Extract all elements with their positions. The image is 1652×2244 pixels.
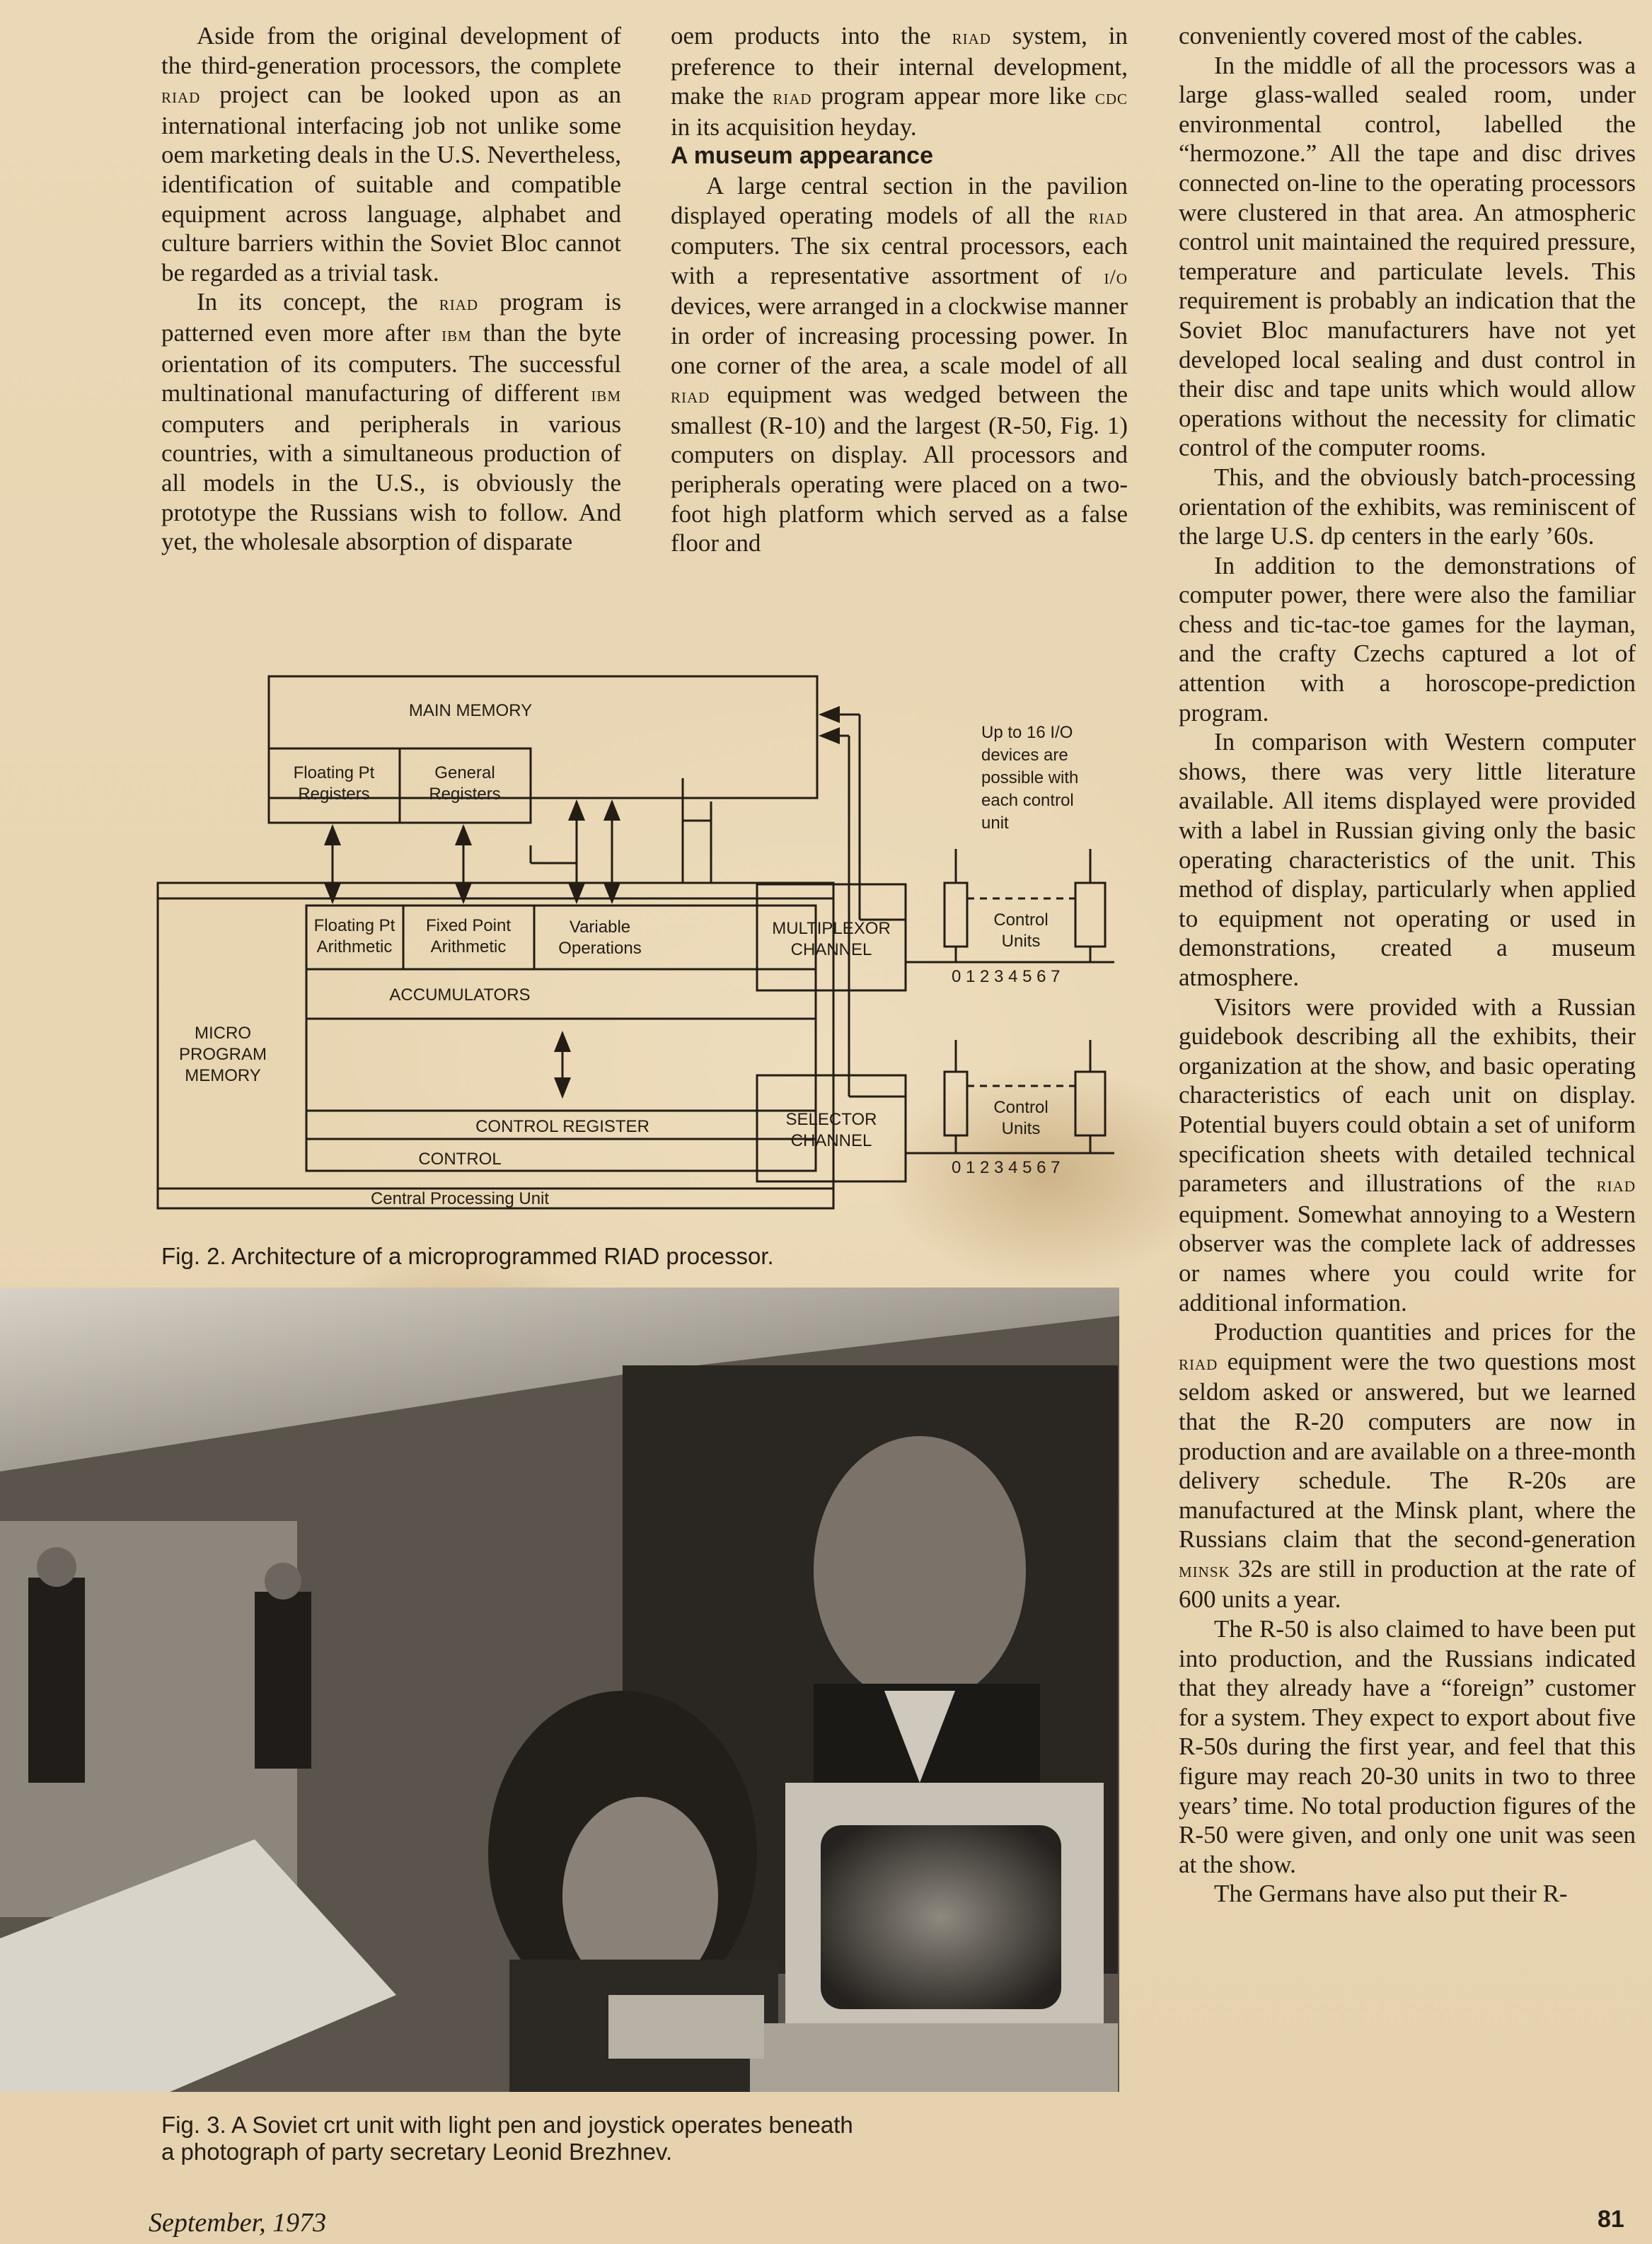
io-note-line-4: each control	[981, 791, 1074, 810]
micro-label-2: PROGRAM	[178, 1045, 267, 1064]
control-unit-b	[1075, 883, 1105, 947]
cpu-label: Central Processing Unit	[370, 1189, 550, 1208]
paragraph: In addition to the demonstrations of computer power, there were also the familiar chess and tic-tac-toe games for the layman, and the crafty Czechs captured a lot of attention with a horoscope-prediction program.	[1179, 551, 1636, 727]
fig2-caption: Fig. 2. Architecture of a microprogrammed RIAD processor.	[161, 1243, 774, 1269]
fp-registers-label-2: Registers	[298, 785, 370, 804]
fp-arith-label-1: Floating Pt	[313, 916, 395, 935]
control-unit-c	[945, 1072, 967, 1135]
accumulators-label: ACCUMULATORS	[389, 985, 531, 1005]
main-memory-label: MAIN MEMORY	[408, 701, 533, 720]
paragraph: In its concept, the riad program is patterned even more after ibm than the byte orientation of its computers. The successful multinational manufacturing of different ibm computers and peripherals in various countries, with a simultaneous production of all models in the U.S., is obviously the prototype the Russians wish to follow. And yet, the wholesale absorption of disparate	[161, 288, 622, 556]
fig3-caption	[161, 2112, 1152, 2165]
control-label: CONTROL	[418, 1150, 502, 1169]
paragraph: The Germans have also put their R-	[1214, 1880, 1568, 1908]
paragraph: A large central section in the pavilion displayed operating models of all the riad computers. The six central processors, each with a representative assortment of i/o devices, were arranged in a clockwise manner in order of increasing processing power. In one corner of the area, a scale model of all riad equipment was wedged between the smallest (R-10) and the largest (R-50, Fig. 1) computers on display. All processors and peripherals operating were placed on a two-foot high platform which served as a false floor and	[671, 171, 1128, 557]
paragraph: Production quantities and prices for the riad equipment were the two questions most seldom asked or answered, but we learned that the R-20 computers are now in production and are available on a three-month delivery schedule. The R-20s are manufactured at the Minsk plant, where the Russians claim that the second-generation minsk 32s are still in production at the rate of 600 units a year.	[1179, 1318, 1636, 1614]
var-ops-label-1: Variable	[569, 918, 631, 937]
paragraph: In the middle of all the processors was a large glass-walled sealed room, under environmental control, labelled the “hermozone.” All the tape and disc drives connected on-line to the operating processors were clustered in that area. An atmospheric control unit maintained the required pressure, temperature and particulate levels. This requirement is probably an indication that the Soviet Bloc manufacturers have not yet developed local sealing and dust control in their disc and tape units which would allow operations without the necessity for climatic control of the computer rooms.	[1179, 51, 1636, 462]
micro-label-1: MICRO	[195, 1024, 251, 1043]
text-column-3	[1179, 21, 1636, 1909]
riad-architecture-diagram	[152, 672, 1118, 1217]
control-units-label-1b: Control	[993, 1098, 1049, 1117]
selector-label-2: CHANNEL	[790, 1131, 872, 1150]
var-ops-label-2: Operations	[558, 939, 642, 958]
fp-arith-label-2: Arithmetic	[316, 937, 393, 956]
paragraph: In comparison with Western computer shows, there was very little literature available. All items displayed were provided with a label in Russian giving only the basic operating characteristics of the unit. This method of display, particularly when applied to equipment not operating or used in demonstrations, created a museum atmosphere.	[1179, 728, 1636, 991]
fig3-caption-line-1: Fig. 3. A Soviet crt unit with light pen and joystick operates beneath	[161, 2112, 853, 2138]
io-note-line-2: devices are	[981, 746, 1068, 765]
fig3-photograph	[0, 1288, 1119, 2092]
paragraph: Aside from the original development of the third-generation processors, the complete riad project can be looked upon as an international interfacing job not unlike some oem marketing deals in the U.S. Nevertheless, identification of suitable and compatible equipment across language, alphabet and culture barriers within the Soviet Bloc cannot be regarded as a trivial task.	[161, 22, 621, 287]
paragraph: conveniently covered most of the cables.	[1179, 22, 1583, 50]
gen-registers-label-2: Registers	[429, 785, 501, 804]
gen-registers-label-1: General	[434, 763, 495, 782]
control-units-label-2b: Units	[1001, 1119, 1041, 1138]
control-register-label: CONTROL REGISTER	[475, 1117, 649, 1136]
fixed-arith-label-1: Fixed Point	[425, 916, 512, 935]
page-number: 81	[1598, 2206, 1624, 2233]
mux-port-numbers: 0 1 2 3 4 5 6 7	[952, 967, 1061, 986]
control-units-label-1a: Control	[993, 910, 1049, 930]
issue-date: September, 1973	[149, 2208, 327, 2238]
multiplexor-label-2: CHANNEL	[790, 940, 872, 959]
control-units-label-2a: Units	[1001, 932, 1041, 951]
fig3-caption-line-2: a photograph of party secretary Leonid Brezhnev.	[161, 2139, 673, 2165]
paragraph: This, and the obviously batch-processing orientation of the exhibits, was reminiscent of the large U.S. dp centers in the early ’60s.	[1179, 463, 1636, 550]
multiplexor-label-1: MULTIPLEXOR	[772, 919, 891, 938]
section-subhead: A museum appearance	[671, 142, 933, 170]
fixed-arith-label-2: Arithmetic	[430, 937, 507, 956]
io-note-line-3: possible with	[981, 768, 1079, 787]
text-column-1	[161, 21, 621, 557]
paragraph: oem products into the riad system, in preference to their internal development, make the riad program appear more like cdc in its acquisition heyday.	[671, 22, 1128, 141]
paragraph: The R-50 is also claimed to have been put into production, and the Russians indicated that they already have a “foreign” customer for a system. They expect to export about five R-50s during the first year, and feel that this figure may reach 20-30 units in two to three years’ time. No total production figures of the R-50 were given, and only one unit was seen at the show.	[1179, 1615, 1636, 1878]
micro-label-3: MEMORY	[185, 1066, 261, 1085]
sel-port-numbers: 0 1 2 3 4 5 6 7	[952, 1158, 1061, 1177]
fp-registers-label-1: Floating Pt	[293, 763, 375, 782]
control-unit-a	[945, 883, 967, 947]
paragraph: Visitors were provided with a Russian guidebook describing all the exhibits, their organization at the show, and basic operating characteristics of each unit on display. Potential buyers could obtain a set of uniform specification sheets with detailed technical parameters and illustrations of the riad equipment. Somewhat annoying to a Western observer was the complete lack of addresses or names where you could write for additional information.	[1179, 993, 1636, 1317]
io-note-line-1: Up to 16 I/O	[981, 723, 1073, 742]
io-note-line-5: unit	[981, 814, 1009, 833]
control-unit-d	[1075, 1072, 1105, 1135]
text-column-2	[671, 21, 1128, 558]
selector-label-1: SELECTOR	[785, 1110, 877, 1129]
